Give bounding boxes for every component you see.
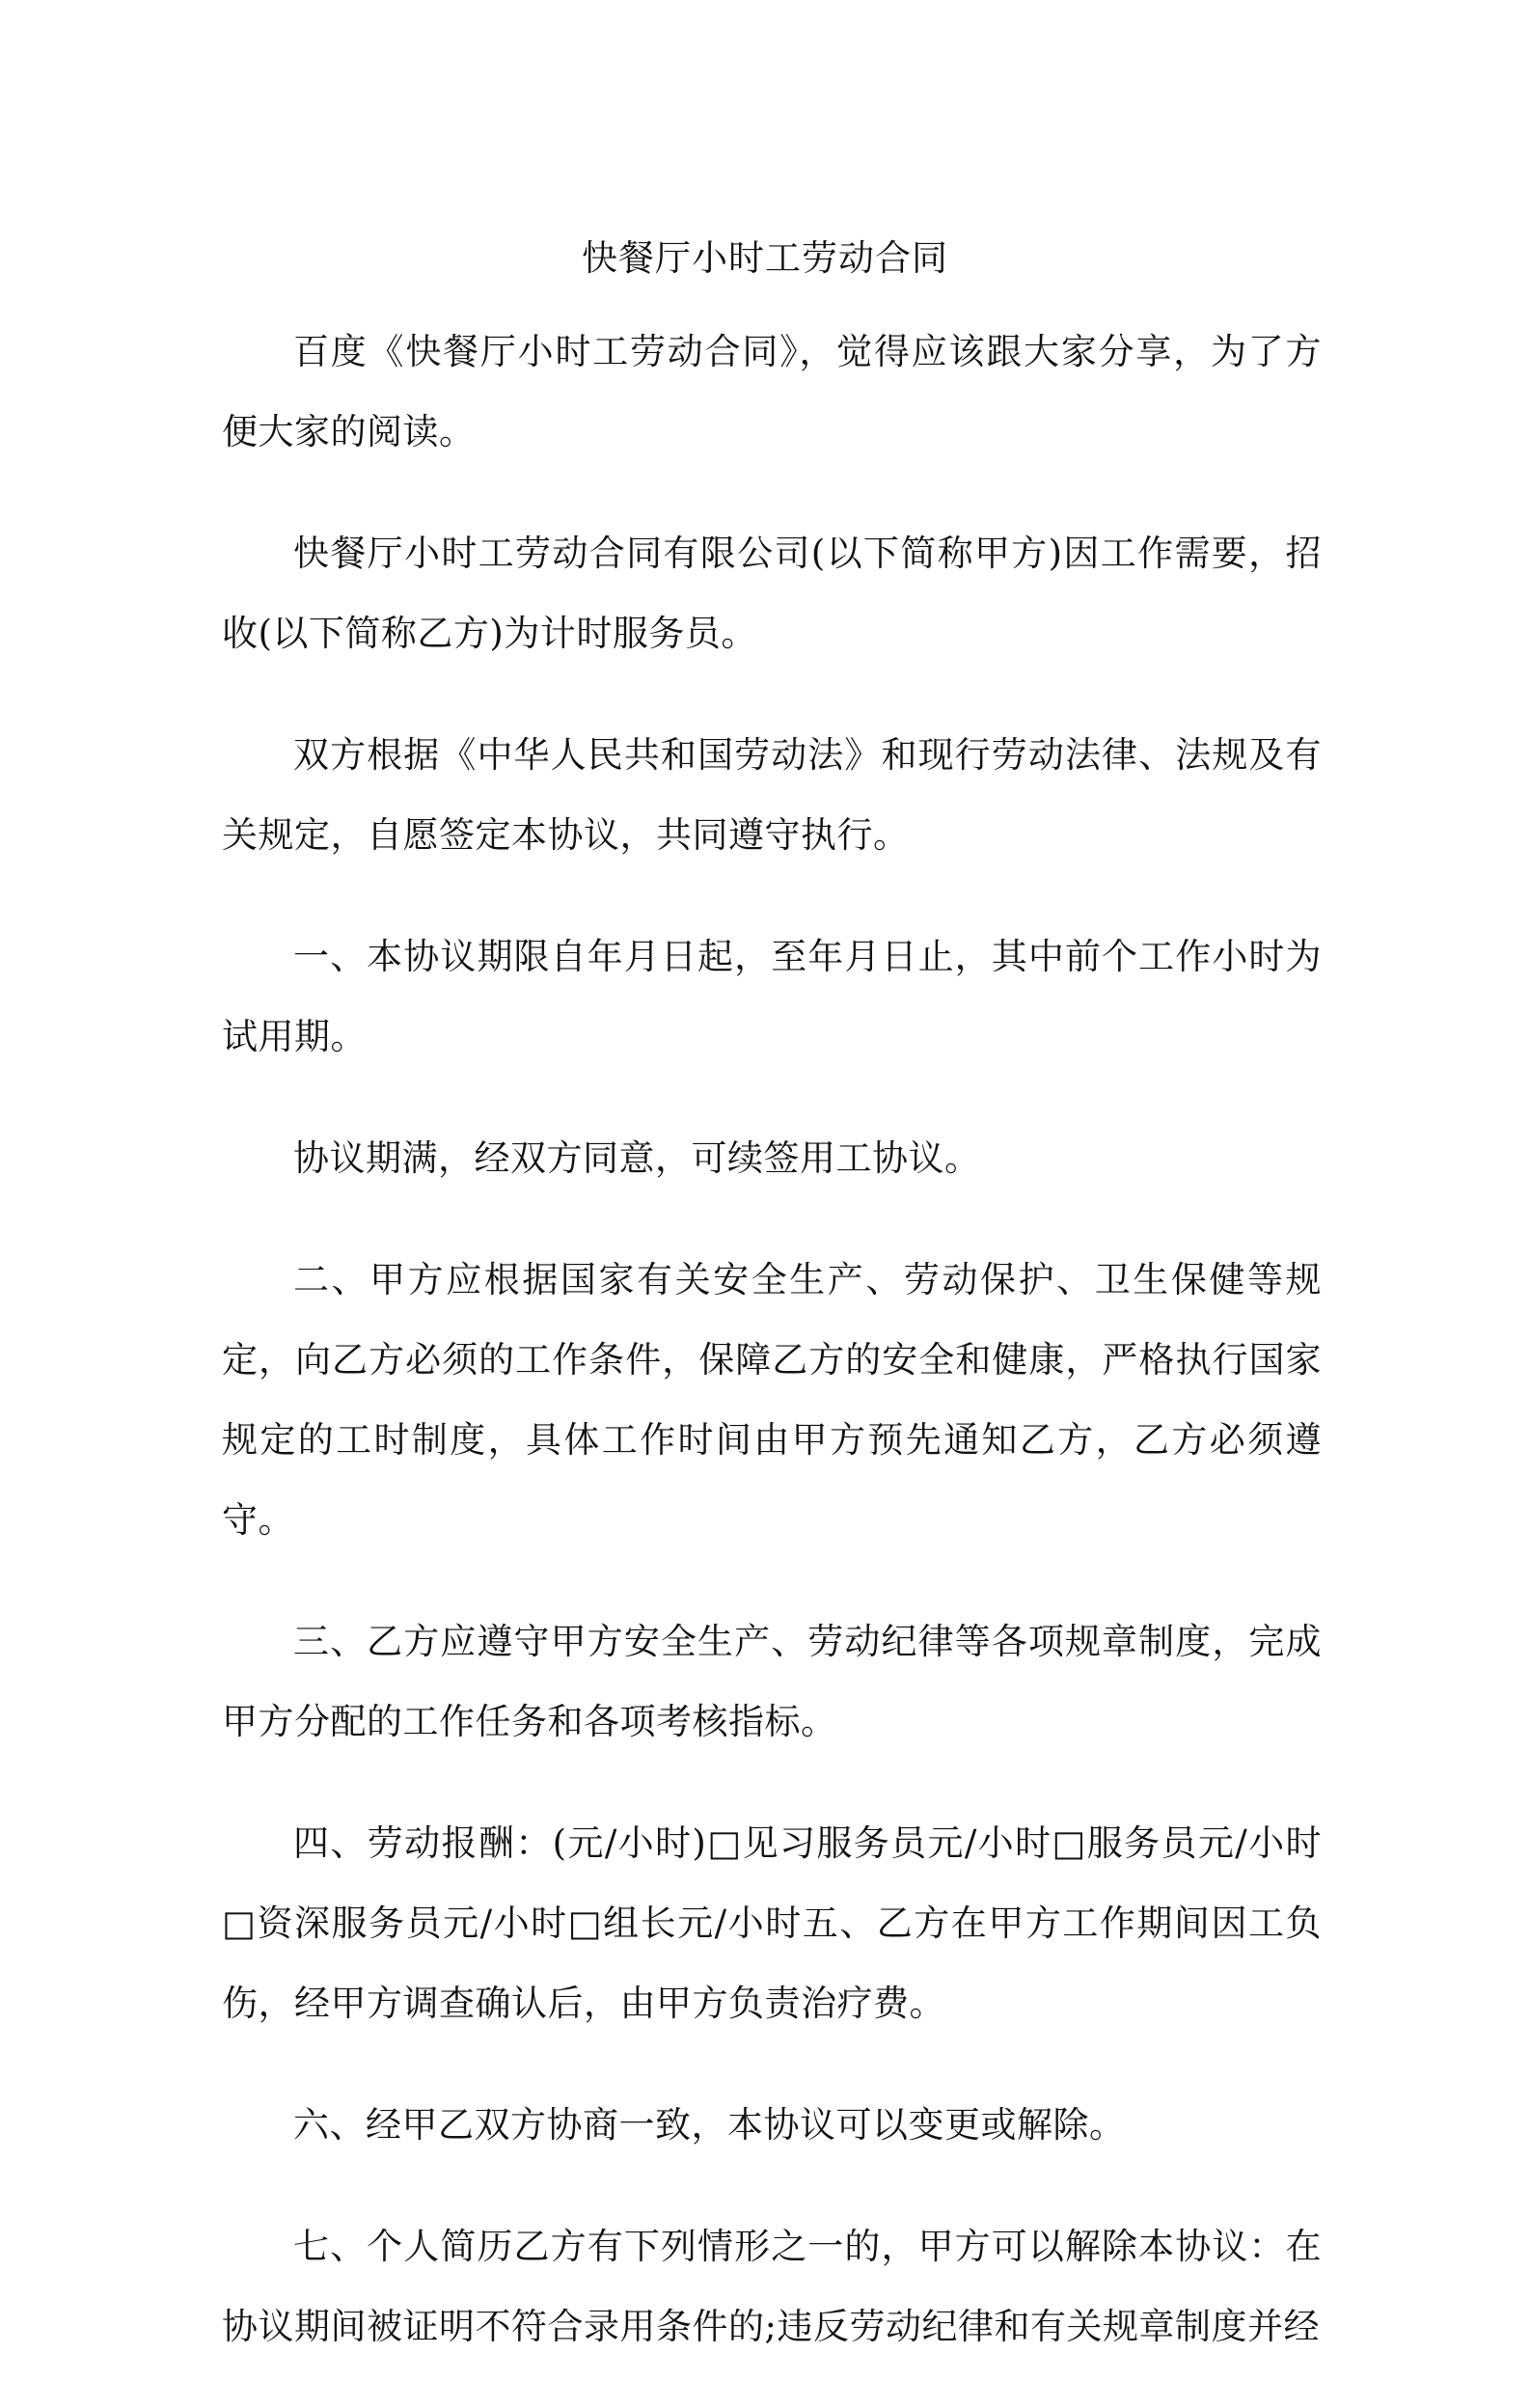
paragraph-clause-4: 四、劳动报酬：(元/小时)□见习服务员元/小时□服务员元/小时□资深服务员元/小时□组长元/小时五、乙方在甲方工作期间因工负伤，经甲方调查确认后，由甲方负责治疗费。 [222, 1822, 1322, 2024]
paragraph-renewal: 协议期满，经双方同意，可续签用工协议。 [293, 1137, 981, 1179]
paragraph-legal-basis: 双方根据《中华人民共和国劳动法》和现行劳动法律、法规及有关规定，自愿签定本协议，共同遵守执行。 [222, 734, 1322, 856]
paragraph-clause-3: 三、乙方应遵守甲方安全生产、劳动纪律等各项规章制度，完成甲方分配的工作任务和各项考核指标。 [222, 1621, 1322, 1742]
paragraph-intro: 百度《快餐厅小时工劳动合同》，觉得应该跟大家分享，为了方便大家的阅读。 [222, 331, 1322, 452]
document-body [222, 312, 1322, 2408]
paragraph-clause-7: 七、个人简历乙方有下列情形之一的，甲方可以解除本协议：在协议期间被证明不符合录用条件的;违反劳动纪律和有关规章制度并经 [222, 2226, 1322, 2347]
paragraph-clause-1: 一、本协议期限自年月日起，至年月日止，其中前个工作小时为试用期。 [222, 936, 1322, 1057]
paragraph-parties: 快餐厅小时工劳动合同有限公司(以下简称甲方)因工作需要，招收(以下简称乙方)为计时服务员。 [222, 533, 1322, 654]
paragraph-clause-6: 六、经甲乙双方协商一致，本协议可以变更或解除。 [293, 2104, 1126, 2146]
document-title: 快餐厅小时工劳动合同 [582, 237, 948, 279]
paragraph-clause-2: 二、甲方应根据国家有关安全生产、劳动保护、卫生保健等规定，向乙方必须的工作条件，保障乙方的安全和健康，严格执行国家规定的工时制度，具体工作时间由甲方预先通知乙方，乙方必须遵守。 [222, 1259, 1322, 1541]
